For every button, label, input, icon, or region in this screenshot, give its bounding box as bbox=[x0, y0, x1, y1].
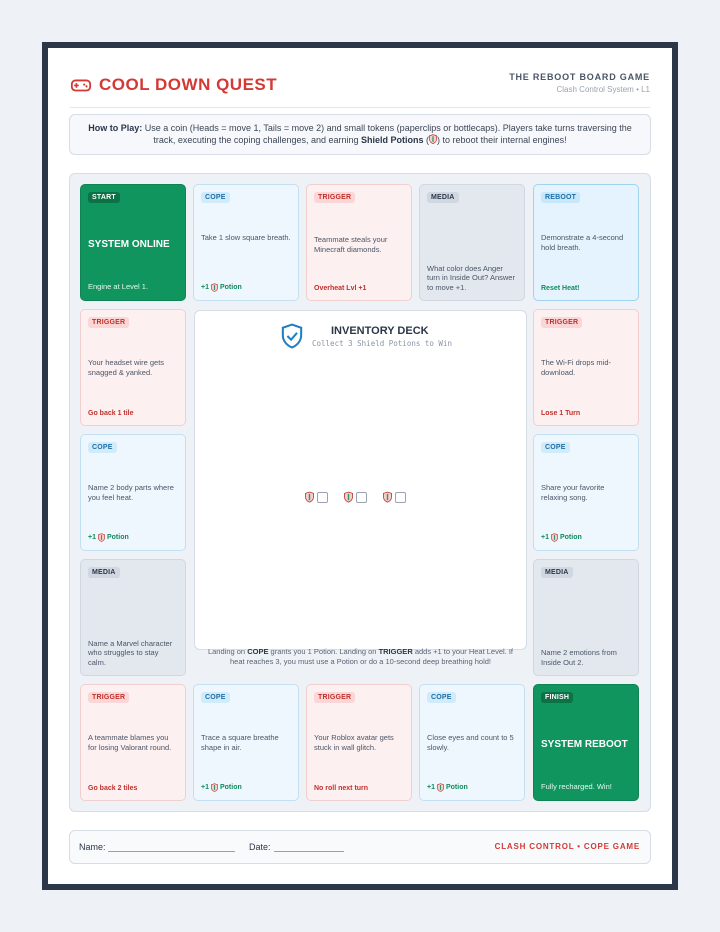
tile-reward: Go back 1 tile bbox=[88, 410, 134, 417]
date-field[interactable] bbox=[274, 851, 344, 852]
reward-amount: +1 bbox=[427, 784, 435, 791]
potion-icon bbox=[211, 783, 218, 792]
tile-title: SYSTEM ONLINE bbox=[88, 239, 170, 250]
tile-finish[interactable] bbox=[533, 684, 639, 801]
tile-reward: Go back 2 tiles bbox=[88, 785, 138, 792]
tile-media[interactable] bbox=[419, 184, 525, 301]
howto-bold: Shield Potions bbox=[361, 135, 424, 145]
tile-tag: FINISH bbox=[541, 692, 573, 703]
tile-reward: No roll next turn bbox=[314, 785, 369, 792]
potion-icon bbox=[437, 783, 444, 792]
tile-tag: COPE bbox=[201, 192, 230, 203]
potion-slots bbox=[305, 491, 422, 503]
reward-label: Potion bbox=[445, 784, 468, 791]
potion-icon bbox=[98, 533, 105, 542]
reward-amount: +1 bbox=[201, 284, 209, 291]
tile-cope[interactable] bbox=[193, 184, 299, 301]
potion-icon bbox=[429, 134, 437, 144]
potion-slot[interactable] bbox=[383, 491, 406, 503]
inventory-title: INVENTORY DECK bbox=[331, 325, 429, 337]
tile-reward bbox=[201, 783, 242, 792]
inventory-subtitle: Collect 3 Shield Potions to Win bbox=[312, 339, 452, 348]
tile-trigger[interactable] bbox=[306, 684, 412, 801]
tile-reward bbox=[427, 783, 468, 792]
tile-desc: Name 2 emotions from Inside Out 2. bbox=[541, 648, 617, 667]
footer bbox=[69, 830, 651, 864]
game-sheet bbox=[42, 42, 678, 890]
tile-reward bbox=[201, 283, 242, 292]
tile-desc: The Wi-Fi drops mid-download. bbox=[541, 358, 612, 377]
tile-tag: TRIGGER bbox=[314, 692, 355, 703]
potion-icon bbox=[551, 533, 558, 542]
potion-icon bbox=[383, 491, 392, 503]
tile-desc: Fully recharged. Win! bbox=[541, 781, 612, 791]
tile-reward: Lose 1 Turn bbox=[541, 410, 581, 417]
rules-trigger: TRIGGER bbox=[378, 647, 413, 656]
slot-checkbox[interactable] bbox=[395, 492, 406, 503]
tile-start[interactable] bbox=[80, 184, 186, 301]
tile-desc: Your headset wire gets snagged & yanked. bbox=[88, 358, 165, 377]
reward-label: Potion bbox=[106, 534, 129, 541]
reward-amount: +1 bbox=[541, 534, 549, 541]
tile-tag: TRIGGER bbox=[314, 192, 355, 203]
date-label: Date: bbox=[249, 842, 271, 852]
reward-label: Potion bbox=[559, 534, 582, 541]
how-to-play-box: How to Play: Use a coin (Heads = move 1, Tails = move 2) and small tokens (paperclips or bottlecaps). Players take turns traversing the track, executing the coping challenges, and earning Shield Potions ( ) to reboot their internal engines! bbox=[69, 114, 651, 155]
tile-cope[interactable] bbox=[193, 684, 299, 801]
tile-reward bbox=[541, 533, 582, 542]
potion-icon bbox=[211, 283, 218, 292]
tile-media[interactable] bbox=[80, 559, 186, 676]
system-label: Clash Control System • L1 bbox=[556, 85, 650, 94]
tile-tag: TRIGGER bbox=[88, 692, 129, 703]
inventory-rules bbox=[207, 647, 514, 667]
tile-trigger[interactable] bbox=[533, 309, 639, 426]
tile-cope[interactable] bbox=[80, 434, 186, 551]
tile-tag: START bbox=[88, 192, 120, 203]
inventory-deck bbox=[194, 310, 527, 666]
tile-tag: TRIGGER bbox=[88, 317, 129, 328]
page-title: COOL DOWN QUEST bbox=[99, 75, 278, 94]
tile-tag: COPE bbox=[541, 442, 570, 453]
rules-cope: COPE bbox=[247, 647, 269, 656]
tile-trigger[interactable] bbox=[306, 184, 412, 301]
potion-slot[interactable] bbox=[344, 491, 367, 503]
game-board bbox=[69, 173, 651, 812]
reward-label: Potion bbox=[219, 284, 242, 291]
tile-tag: MEDIA bbox=[427, 192, 459, 203]
tile-desc: Share your favorite relaxing song. bbox=[541, 483, 605, 502]
tile-reward: Reset Heat! bbox=[541, 285, 580, 292]
tile-media[interactable] bbox=[533, 559, 639, 676]
tile-trigger[interactable] bbox=[80, 309, 186, 426]
tile-tag: MEDIA bbox=[541, 567, 573, 578]
tile-tag: COPE bbox=[201, 692, 230, 703]
reward-amount: +1 bbox=[201, 784, 209, 791]
tile-title: SYSTEM REBOOT bbox=[541, 739, 628, 750]
tile-reward: Overheat Lvl +1 bbox=[314, 285, 367, 292]
tile-desc: Demonstrate a 4-second hold breath. bbox=[541, 233, 624, 252]
tile-desc: Trace a square breathe shape in air. bbox=[201, 733, 279, 752]
title-wrap bbox=[70, 74, 277, 96]
howto-label: How to Play: bbox=[88, 123, 143, 133]
name-field[interactable] bbox=[108, 851, 235, 852]
potion-icon bbox=[305, 491, 314, 503]
tile-desc: A teammate blames you for losing Valorant round. bbox=[88, 733, 172, 752]
tile-tag: TRIGGER bbox=[541, 317, 582, 328]
tile-reward bbox=[88, 533, 129, 542]
tile-cope[interactable] bbox=[419, 684, 525, 801]
slot-checkbox[interactable] bbox=[317, 492, 328, 503]
potion-slot[interactable] bbox=[305, 491, 328, 503]
tile-trigger[interactable] bbox=[80, 684, 186, 801]
shield-check-icon bbox=[281, 323, 303, 349]
tile-desc: Close eyes and count to 5 slowly. bbox=[427, 733, 514, 752]
howto-text-2: ) to reboot their internal engines! bbox=[437, 135, 567, 145]
reward-amount: +1 bbox=[88, 534, 96, 541]
rules-text: adds +1 to your Heat Level. If heat reaches 3, you must use a Potion or do a 10-second deep breathing hold! bbox=[229, 647, 514, 666]
reward-label: Potion bbox=[219, 784, 242, 791]
game-subtitle: THE REBOOT BOARD GAME bbox=[509, 72, 650, 82]
tile-tag: COPE bbox=[427, 692, 456, 703]
potion-icon bbox=[344, 491, 353, 503]
footer-brand: CLASH CONTROL • COPE GAME bbox=[494, 842, 640, 851]
slot-checkbox[interactable] bbox=[356, 492, 367, 503]
tile-tag: MEDIA bbox=[88, 567, 120, 578]
tile-desc: Your Roblox avatar gets stuck in wall glitch. bbox=[314, 733, 394, 752]
tile-desc: Take 1 slow square breath. bbox=[201, 233, 291, 242]
rules-text: Landing on bbox=[207, 647, 246, 656]
tile-desc: What color does Anger turn in Inside Out? Answer to move +1. bbox=[427, 263, 515, 292]
name-label: Name: bbox=[79, 842, 106, 852]
header bbox=[70, 68, 650, 108]
tile-desc: Name 2 body parts where you feel heat. bbox=[88, 483, 174, 502]
rules-text: grants you 1 Potion. Landing on bbox=[270, 647, 377, 656]
tile-desc: Engine at Level 1. bbox=[88, 281, 149, 291]
howto-text-1: Use a coin (Heads = move 1, Tails = move 2) and small tokens (paperclips or bottlecaps). Players take turns traversing the track, executing the coping challenges, and earning bbox=[144, 123, 632, 145]
tile-cope[interactable] bbox=[533, 434, 639, 551]
tile-desc: Teammate steals your Minecraft diamonds. bbox=[314, 235, 388, 254]
tile-desc: Name a Marvel character who struggles to stay calm. bbox=[88, 638, 173, 667]
tile-tag: REBOOT bbox=[541, 192, 580, 203]
tile-tag: COPE bbox=[88, 442, 117, 453]
gamepad-icon bbox=[70, 74, 92, 96]
tile-reboot[interactable] bbox=[533, 184, 639, 301]
